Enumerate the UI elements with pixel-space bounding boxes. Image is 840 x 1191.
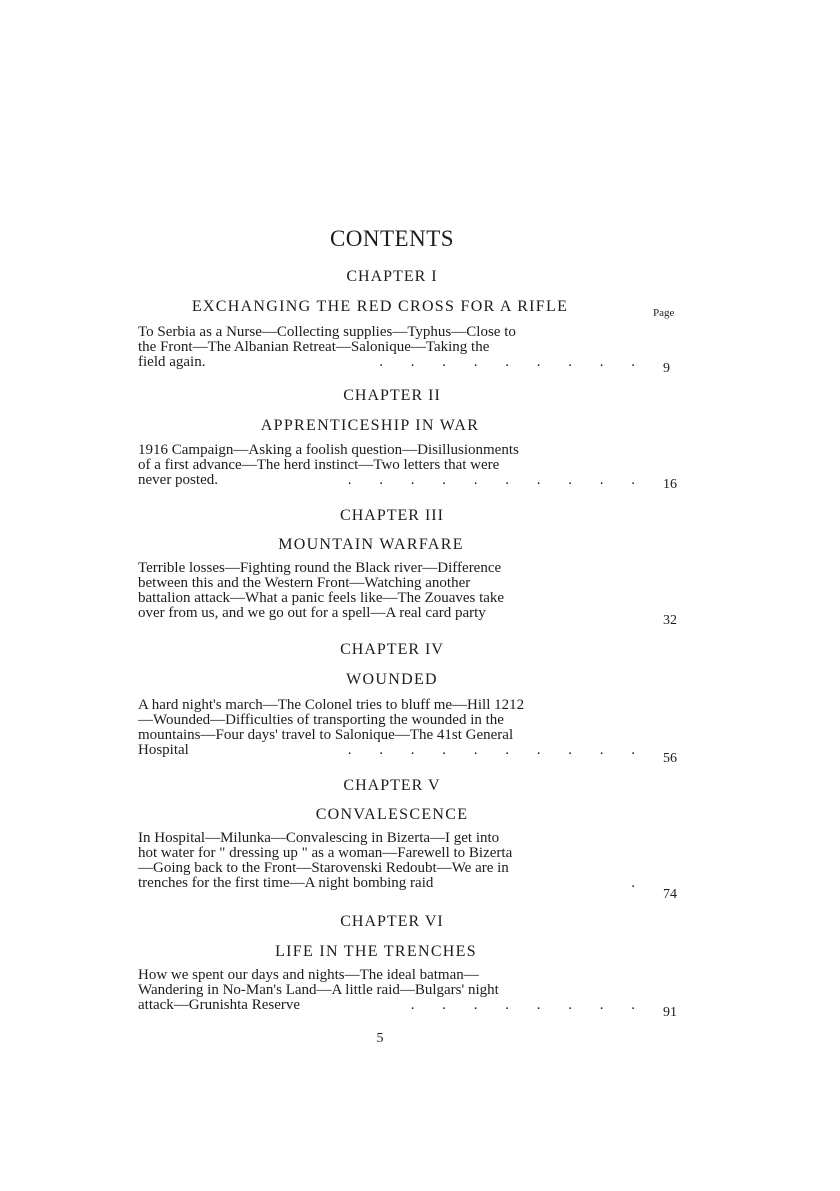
chapter-summary bbox=[138, 561, 635, 621]
summary-line: Hospital bbox=[138, 742, 189, 758]
summary-line: between this and the Western Front—Watching another bbox=[138, 575, 471, 591]
leader-dots: . . . . . . . . . . bbox=[347, 473, 635, 488]
page-number: 56 bbox=[663, 751, 677, 766]
chapter-title: LIFE IN THE TRENCHES bbox=[275, 943, 477, 960]
chapter-label: CHAPTER II bbox=[343, 387, 441, 404]
chapter-label: CHAPTER V bbox=[343, 777, 441, 794]
leader-dots: . . . . . . . . . . bbox=[347, 743, 635, 758]
summary-line: How we spent our days and nights—The ideal batman— bbox=[138, 967, 479, 983]
leader-dots: . . . . . . . . bbox=[410, 998, 635, 1013]
page-number: 91 bbox=[663, 1005, 677, 1020]
chapter-title: CONVALESCENCE bbox=[315, 806, 469, 823]
summary-line: never posted. bbox=[138, 472, 218, 488]
chapter-label: CHAPTER IV bbox=[340, 641, 444, 658]
summary-line: A hard night's march—The Colonel tries to bluff me—Hill 1212 bbox=[138, 697, 525, 713]
summary-line: the Front—The Albanian Retreat—Salonique—Taking the bbox=[138, 339, 490, 355]
summary-line: Terrible losses—Fighting round the Black river—Difference bbox=[138, 560, 502, 576]
chapter-label: CHAPTER VI bbox=[340, 913, 444, 930]
summary-line: trenches for the first time—A night bombing raid bbox=[138, 875, 434, 891]
leader-dots: . . . . . . . . . bbox=[379, 355, 635, 370]
summary-line: mountains—Four days' travel to Salonique—The 41st General bbox=[138, 727, 514, 743]
folio-page-number: 5 bbox=[376, 1031, 384, 1046]
summary-line: —Wounded—Difficulties of transporting the wounded in the bbox=[138, 712, 504, 728]
leader-dots bbox=[486, 606, 635, 621]
page-number: 16 bbox=[663, 477, 677, 492]
page-number: 9 bbox=[663, 361, 670, 376]
summary-line: In Hospital—Milunka—Convalescing in Bizerta—I get into bbox=[138, 830, 500, 846]
chapter-summary bbox=[138, 698, 635, 758]
chapter-title: MOUNTAIN WARFARE bbox=[278, 536, 464, 553]
summary-line: attack—Grunishta Reserve bbox=[138, 997, 301, 1013]
summary-line: hot water for " dressing up " as a woman—Farewell to Bizerta bbox=[138, 845, 513, 861]
chapter-label: CHAPTER III bbox=[340, 507, 444, 524]
page-number: 32 bbox=[663, 613, 677, 628]
page-number: 74 bbox=[663, 887, 677, 902]
contents-title: CONTENTS bbox=[329, 226, 455, 251]
summary-line: 1916 Campaign—Asking a foolish question—Disillusionments bbox=[138, 442, 519, 458]
chapter-summary bbox=[138, 325, 635, 370]
leader-dots: . bbox=[631, 876, 635, 891]
chapter-title: APPRENTICESHIP IN WAR bbox=[260, 417, 480, 434]
summary-line: field again. bbox=[138, 354, 206, 370]
chapter-summary bbox=[138, 968, 635, 1013]
summary-line: —Going back to the Front—Starovenski Redoubt—We are in bbox=[138, 860, 509, 876]
summary-line: over from us, and we go out for a spell—A real card party bbox=[138, 605, 486, 621]
summary-line: battalion attack—What a panic feels like—The Zouaves take bbox=[138, 590, 505, 606]
page-column-heading: Page bbox=[653, 307, 675, 319]
chapter-label: CHAPTER I bbox=[346, 268, 438, 285]
chapter-summary bbox=[138, 831, 635, 891]
summary-line: To Serbia as a Nurse—Collecting supplies—Typhus—Close to bbox=[138, 324, 516, 340]
summary-line: Wandering in No-Man's Land—A little raid—Bulgars' night bbox=[138, 982, 499, 998]
chapter-title: EXCHANGING THE RED CROSS FOR A RIFLE bbox=[191, 298, 569, 315]
chapter-summary bbox=[138, 443, 635, 488]
summary-line: of a first advance—The herd instinct—Two letters that were bbox=[138, 457, 500, 473]
chapter-title: WOUNDED bbox=[346, 671, 438, 688]
